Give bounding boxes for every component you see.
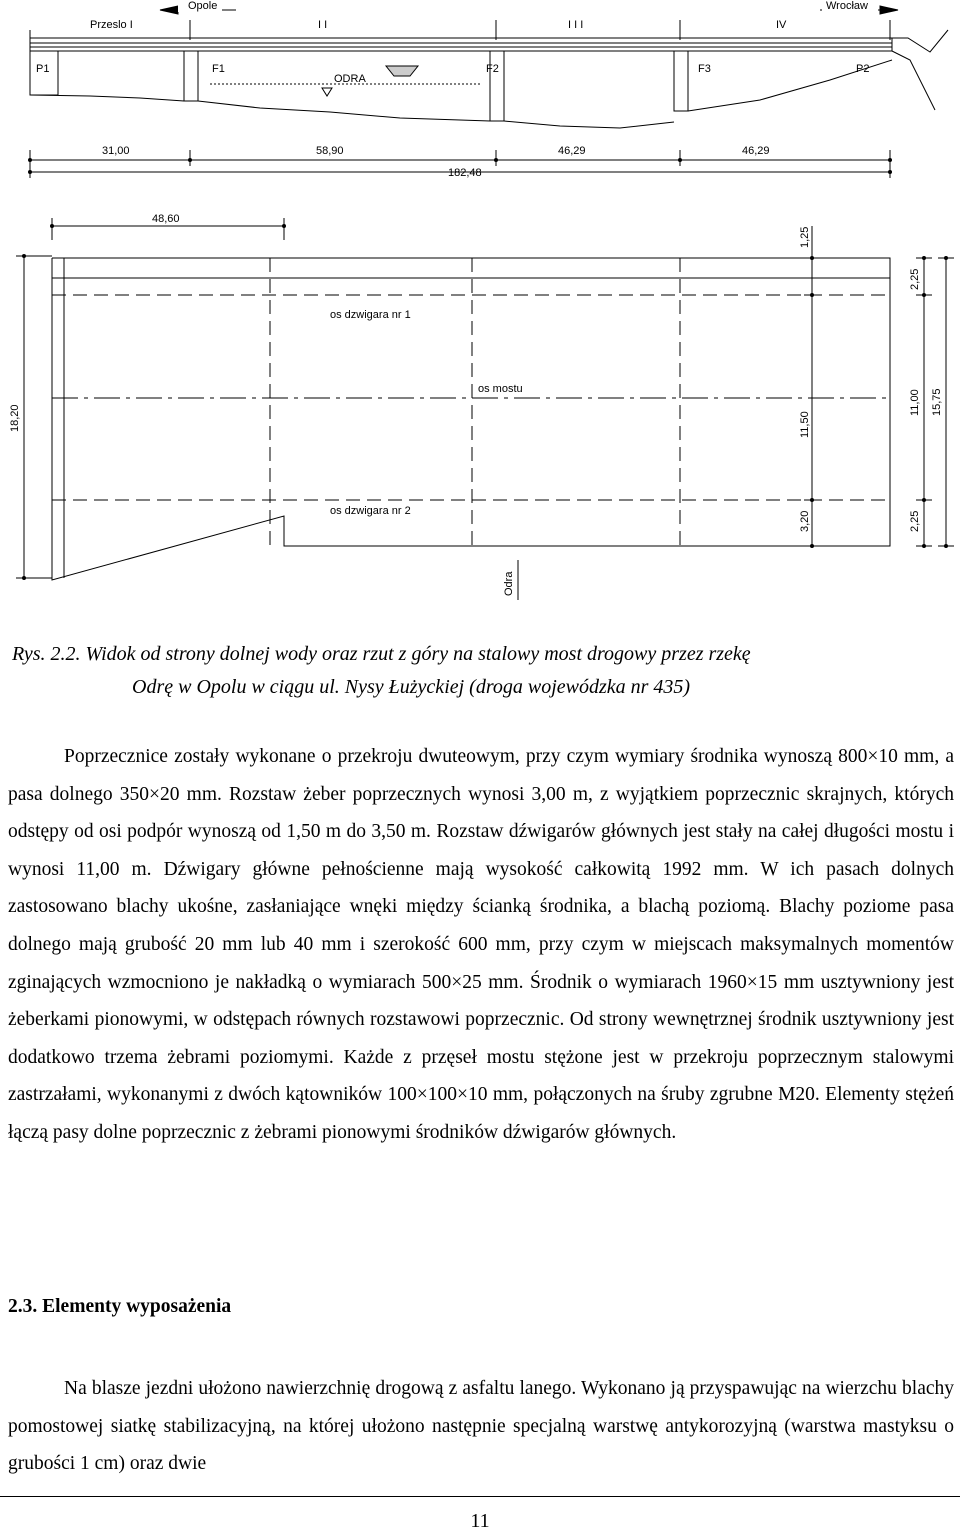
span-label-3: I I I <box>568 19 584 31</box>
support-label-f3: F3 <box>698 63 711 75</box>
paragraph-equipment: Na blasze jezdni ułożono nawierzchnię drogową z asfaltu lanego. Wykonano ją przyspawując na wierzchu blachy pomostowej siatkę stabilizacyjną, na której ułożono następnie specjalną warstwę antykorozyjną (warstwa mastyksu o grubości 1 cm) oraz dwie <box>8 1378 954 1475</box>
girder-axis-2-label: os dzwigara nr 2 <box>330 505 411 517</box>
right-dim-b-3: 2,25 <box>909 510 921 532</box>
span-dim-4: 46,29 <box>742 145 770 157</box>
girder-axis-1-label: os dzwigara nr 1 <box>330 309 411 321</box>
river-label-plan: Odra <box>503 571 515 596</box>
figure-caption <box>12 638 942 704</box>
span-label-4: IV <box>776 19 787 31</box>
right-dim-b-2: 11,00 <box>909 389 921 416</box>
span-label-2: I I <box>318 19 328 31</box>
plan-view <box>16 218 954 600</box>
right-dim-total: 15,75 <box>931 388 943 416</box>
support-label-f1: F1 <box>212 63 225 75</box>
elevation-view <box>30 6 948 178</box>
support-label-p2: P2 <box>856 63 870 75</box>
right-dim-a-1: 1,25 <box>799 226 811 248</box>
right-dim-b-1: 2,25 <box>909 268 921 290</box>
support-label-f2: F2 <box>486 63 499 75</box>
paragraph-girders: Poprzecznice zostały wykonane o przekroju dwuteowym, przy czym wymiary środnika wynoszą 800×10 mm, a pasa dolnego 350×20 mm. Rozstaw żeber poprzecznych wynosi 3,00 m, z wyjątkiem poprzecznic skrajnych, których odstępy od osi podpór wynoszą od 1,50 m do 3,50 m. Rozstaw dźwigarów głównych jest stały na całej długości mostu i wynosi 11,00 m. Dźwigary główne pełnościenne mają wysokość całkowitą 1992 mm. W ich pasach dolnych zastosowano blachy ukośne, zasłaniające wnęki między ścianką środnika, a blachą poziomą. Blachy poziome pasa dolnego mają grubość 20 mm lub 40 mm i szerokość 600 mm, przy czym w miejscach maksymalnych momentów zginających wzmocniono je nakładką o wymiarach 500×25 mm. Środnik o wymiarach 1960×15 mm usztywniony jest żeberkami pionowymi, w odstępach równych rozstawowi poprzecznic. Od strony wewnętrznej środnik usztywniony jest dodatkowo trzema żebrami poziomymi. Każde z przęseł mostu stężone jest w przekroju poprzecznym stalowymi zastrzałami, wykonanymi z dwóch kątowników 100×100×10 mm, połączonych na śruby zgrubne M20. Elementy stężeń łączą pasy dolne poprzecznic z żebrami pionowymi środników dźwigarów głównych. <box>8 746 954 1143</box>
plan-left-dim: 18,20 <box>9 404 21 432</box>
plan-labels <box>9 213 943 596</box>
caption-line-1: Rys. 2.2. Widok od strony dolnej wody oraz rzut z góry na stalowy most drogowy przez rzekę <box>12 643 751 665</box>
caption-line-2: Odrę w Opolu w ciągu ul. Nysy Łużyckiej (droga wojewódzka nr 435) <box>132 676 691 698</box>
span-dim-3: 46,29 <box>558 145 586 157</box>
river-label-elevation: ODRA <box>334 73 366 85</box>
span-dim-1: 31,00 <box>102 145 130 157</box>
right-dim-a-2: 11,50 <box>799 411 811 438</box>
elevation-labels <box>36 0 878 179</box>
direction-right-label: Wrocław <box>826 0 868 12</box>
span-label-1: Przeslo I <box>90 19 133 31</box>
section-heading: 2.3. Elementy wyposażenia <box>8 1296 232 1317</box>
bridge-figure <box>0 0 960 600</box>
right-dim-a-3: 3,20 <box>799 510 811 532</box>
total-length-dim: 182,48 <box>448 167 482 179</box>
direction-left-label: Opole <box>188 0 218 12</box>
page-number: 11 <box>470 1510 490 1532</box>
plan-top-dim: 48,60 <box>152 213 180 225</box>
span-dim-2: 58,90 <box>316 145 344 157</box>
footer-divider <box>0 1496 960 1497</box>
support-label-p1: P1 <box>36 63 50 75</box>
bridge-axis-label: os mostu <box>478 383 523 395</box>
